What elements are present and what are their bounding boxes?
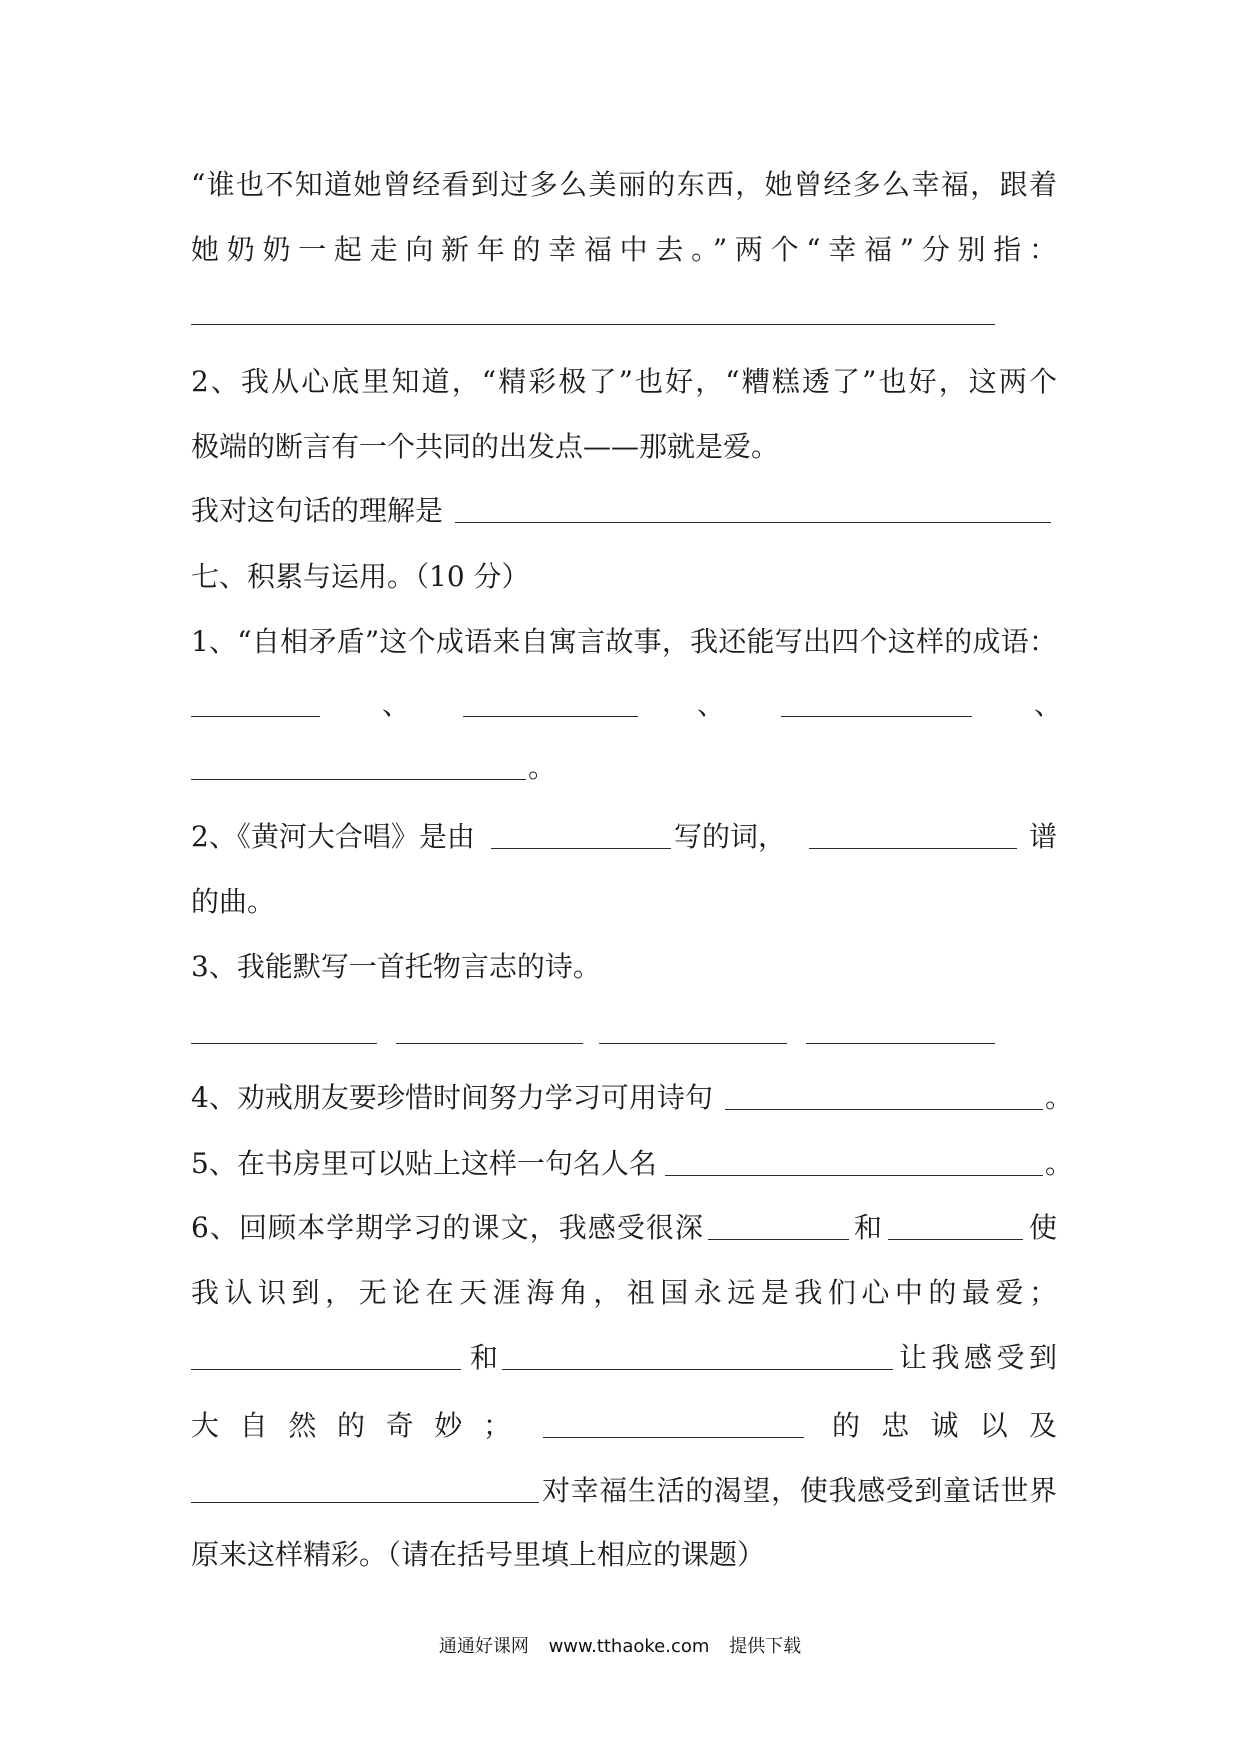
- section7-question-3: 3、我能默写一首托物言志的诗。: [191, 950, 601, 983]
- section7-question-6-line-3: [191, 1326, 1057, 1390]
- question-6-line-5-end: 对幸福生活的渴望，使我感受到童话世界: [542, 1474, 1057, 1507]
- answer-blank: [455, 522, 1051, 523]
- footer-site-name: 通通好课网: [438, 1636, 529, 1657]
- answer-blank: [599, 1043, 787, 1044]
- section7-question-6-line-6: 原来这样精彩。（请在括号里填上相应的课题）: [191, 1538, 766, 1571]
- question-2-prefix: 2、《黄河大合唱》是由: [191, 820, 475, 853]
- footer-url: www.tthaoke.com: [548, 1636, 710, 1657]
- question-2-suffix: 谱: [1029, 820, 1058, 853]
- answer-blank: [191, 324, 995, 325]
- section7-question-5: [191, 1132, 1074, 1196]
- answer-blank: [708, 1239, 849, 1240]
- section7-question-6-line-2: 我认识到，无论在天涯海角，祖国永远是我们心中的最爱；: [191, 1276, 1057, 1309]
- question-2-prompt: 我对这句话的理解是: [191, 494, 444, 527]
- section7-question-1: 1、“自相矛盾”这个成语来自寓言故事，我还能写出四个这样的成语：: [191, 625, 1057, 658]
- answer-blank: [191, 1369, 461, 1370]
- question-5-text: 5、在书房里可以贴上这样一句名人名: [191, 1147, 657, 1180]
- question-6-line-3-end: 让我感受到: [899, 1341, 1057, 1374]
- answer-blank: [809, 848, 1017, 849]
- answer-blank: [888, 1239, 1023, 1240]
- answer-blank: [396, 1043, 583, 1044]
- answer-blank: [806, 1043, 995, 1044]
- footer-download-note: 提供下载: [729, 1636, 802, 1657]
- question-6-line-1-end: 使: [1029, 1211, 1058, 1244]
- section7-question-2: [191, 805, 1057, 869]
- answer-line-happiness: [191, 281, 1057, 345]
- question-6-line-4-end: 的忠诚以及: [832, 1409, 1057, 1442]
- question-2-line-2: 极端的断言有一个共同的出发点——那就是爱。: [191, 430, 780, 463]
- answer-blank: [725, 1109, 1043, 1110]
- answer-blank: [665, 1175, 1043, 1176]
- separator: 、: [697, 688, 726, 721]
- section7-question-1-blanks-row-2: [191, 736, 1057, 800]
- separator: 、: [382, 688, 411, 721]
- separator: 、: [1034, 688, 1063, 721]
- section7-question-4: [191, 1066, 1074, 1130]
- answer-blank: [502, 1369, 893, 1370]
- section7-question-6-line-1: [191, 1196, 1057, 1260]
- conjunction: 和: [470, 1341, 499, 1374]
- answer-blank: [191, 1043, 377, 1044]
- question-4-text: 4、劝戒朋友要珍惜时间努力学习可用诗句: [191, 1081, 713, 1114]
- answer-blank: [191, 1502, 539, 1503]
- answer-blank: [543, 1437, 804, 1438]
- quote-line-2: 她奶奶一起走向新年的幸福中去。”两个“幸福”分别指：: [191, 233, 1057, 266]
- answer-blank: [191, 716, 320, 717]
- page-footer: [0, 1635, 1240, 1659]
- section-heading: 七、积累与运用。（10 分）: [191, 560, 530, 593]
- answer-blank: [491, 848, 671, 849]
- answer-blank: [191, 779, 526, 780]
- answer-blank: [463, 716, 638, 717]
- question-2-line-1: 2、我从心底里知道，“精彩极了”也好，“糟糕透了”也好，这两个: [191, 365, 1057, 398]
- section7-question-1-blanks-row-1: [191, 673, 1063, 737]
- answer-blank: [781, 716, 972, 717]
- conjunction: 和: [854, 1211, 883, 1244]
- section7-question-6-line-4: [191, 1394, 1057, 1458]
- section7-question-2-line-2: 的曲。: [191, 885, 276, 918]
- sentence-end: 。: [1045, 1081, 1074, 1114]
- question-2-middle: 写的词，: [674, 820, 787, 853]
- section7-question-3-blanks: [191, 1000, 1057, 1064]
- section7-question-6-line-5: [191, 1459, 1057, 1523]
- sentence-end: 。: [1045, 1147, 1074, 1180]
- question-6-line-4-start: 大自然的奇妙；: [191, 1409, 511, 1442]
- question-2-answer-line: [191, 479, 1057, 543]
- sentence-end: 。: [528, 751, 557, 784]
- quote-line-1: “谁也不知道她曾经看到过多么美丽的东西，她曾经多么幸福，跟着: [191, 168, 1057, 201]
- question-6-prefix: 6、回顾本学期学习的课文，我感受很深: [191, 1211, 703, 1244]
